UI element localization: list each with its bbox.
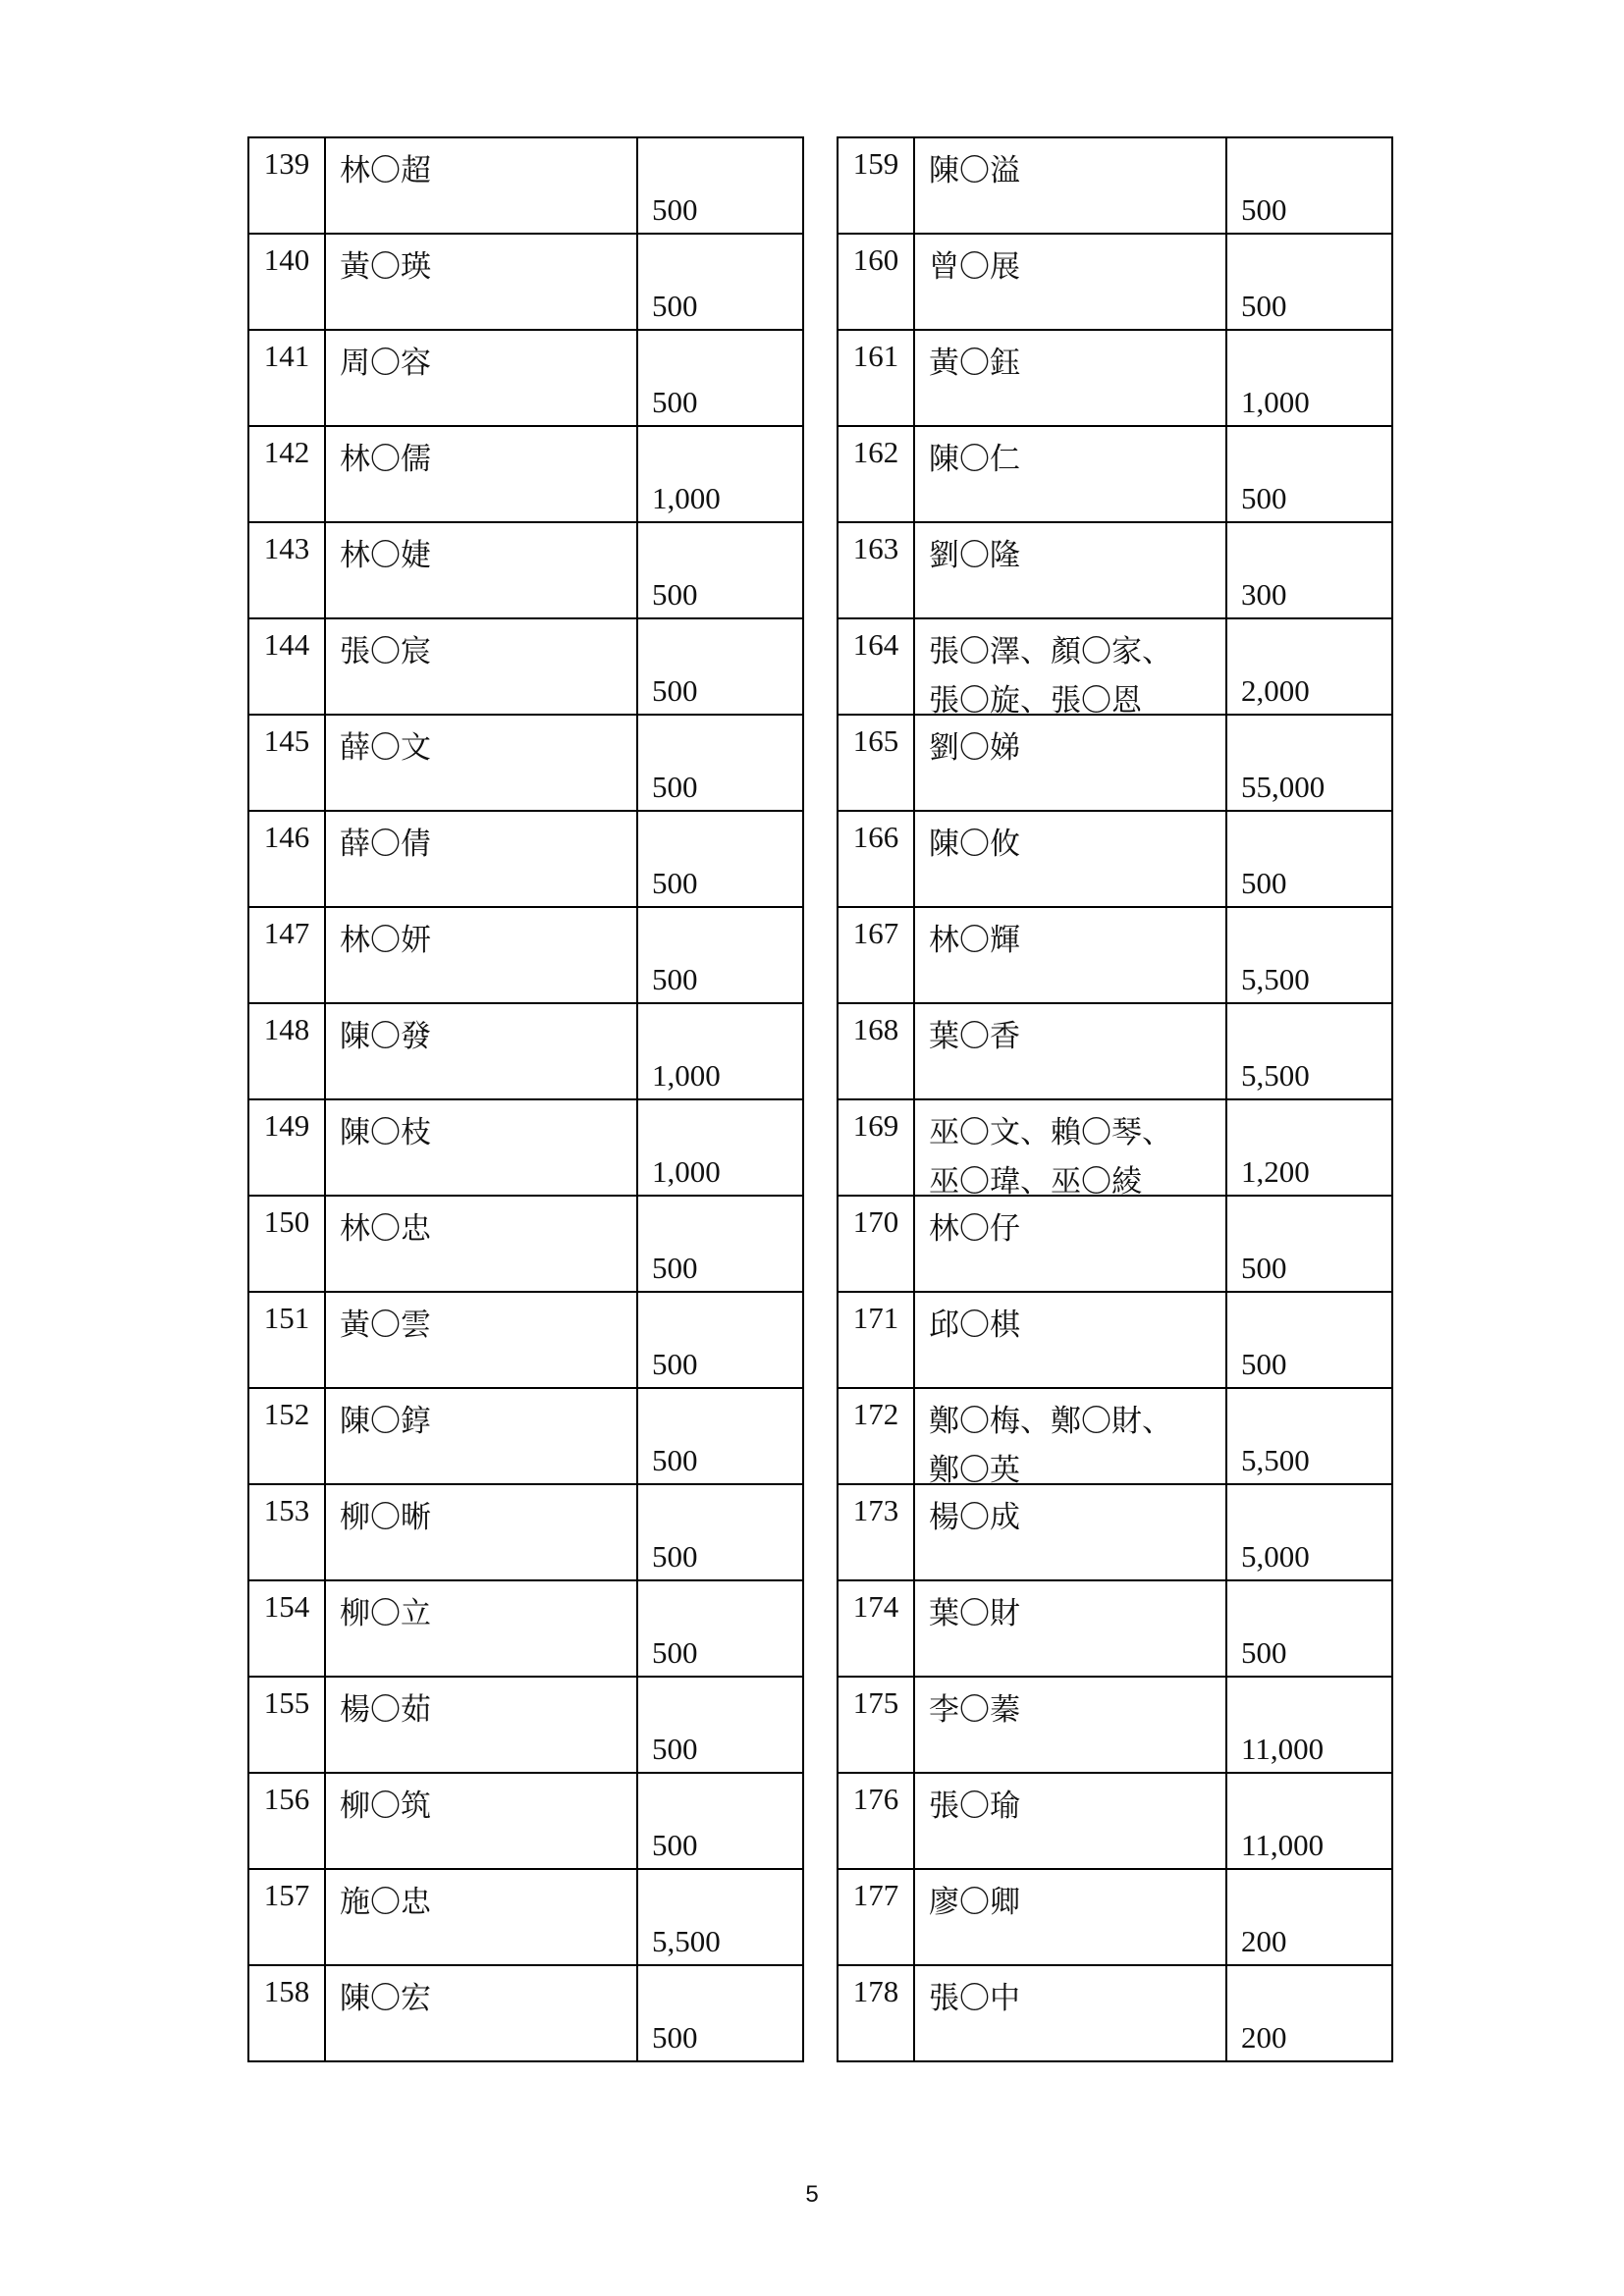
table-row	[248, 1869, 803, 1965]
row-number-cell	[248, 1869, 325, 1965]
row-number: 153	[263, 1493, 310, 1527]
table-row	[838, 1099, 1392, 1196]
donor-name: 林〇輝	[929, 923, 1020, 958]
table-row	[838, 811, 1392, 907]
donor-name: 陳〇攸	[929, 827, 1020, 862]
donation-amount: 2,000	[1241, 673, 1310, 708]
donation-amount: 500	[652, 1539, 698, 1574]
donation-amount-cell	[1226, 1965, 1392, 2061]
donor-name-cell	[325, 618, 637, 715]
donation-amount-cell	[637, 1292, 803, 1388]
row-number: 163	[852, 531, 899, 565]
donation-amount-cell	[1226, 618, 1392, 715]
row-number: 164	[852, 627, 899, 662]
donation-amount: 500	[652, 770, 698, 804]
donor-name-cell	[325, 234, 637, 330]
donor-name: 林〇儒	[340, 442, 431, 477]
donation-amount: 500	[1241, 481, 1287, 515]
row-number: 174	[852, 1589, 899, 1624]
donor-name-cell	[914, 715, 1226, 811]
table-row	[248, 618, 803, 715]
donation-amount: 500	[1241, 289, 1287, 323]
row-number: 157	[263, 1878, 310, 1912]
row-number-cell	[838, 1196, 914, 1292]
donor-name: 張〇瑜	[929, 1789, 1020, 1824]
row-number-cell	[838, 137, 914, 234]
donor-name: 施〇忠	[340, 1885, 431, 1920]
donor-name: 廖〇卿	[929, 1885, 1020, 1920]
donor-name-cell	[914, 330, 1226, 426]
donation-amount-cell	[1226, 1292, 1392, 1388]
donor-name: 薛〇文	[340, 730, 431, 766]
donor-name: 林〇仔	[929, 1211, 1020, 1247]
donor-name-cell	[914, 1003, 1226, 1099]
donation-amount-cell	[637, 137, 803, 234]
donation-amount-cell	[1226, 1869, 1392, 1965]
donation-amount-cell	[637, 522, 803, 618]
donation-amount-cell	[637, 1099, 803, 1196]
row-number: 176	[852, 1782, 899, 1816]
donor-name: 陳〇錞	[340, 1404, 431, 1439]
table-row	[838, 522, 1392, 618]
donation-amount: 500	[1241, 1635, 1287, 1670]
donation-amount-cell	[1226, 330, 1392, 426]
donor-name-cell	[325, 1773, 637, 1869]
donor-table-right-body	[838, 137, 1392, 2061]
table-row	[838, 1869, 1392, 1965]
donation-amount-cell	[1226, 426, 1392, 522]
donor-name-cell	[325, 1003, 637, 1099]
donor-name: 黃〇瑛	[340, 249, 431, 285]
donor-name: 張〇中	[929, 1981, 1020, 2016]
row-number-cell	[838, 1003, 914, 1099]
donor-name-cell	[914, 137, 1226, 234]
donor-name: 林〇忠	[340, 1211, 431, 1247]
donor-name: 巫〇文、賴〇琴、 巫〇瑋、巫〇綾	[929, 1115, 1172, 1200]
donation-amount: 5,500	[652, 1924, 721, 1958]
row-number-cell	[838, 1677, 914, 1773]
donation-amount: 300	[1241, 577, 1287, 612]
row-number: 148	[263, 1012, 310, 1046]
table-row	[838, 426, 1392, 522]
donation-amount-cell	[637, 618, 803, 715]
row-number: 139	[263, 146, 310, 181]
row-number-cell	[248, 1580, 325, 1677]
row-number-cell	[838, 1965, 914, 2061]
donation-amount-cell	[637, 1869, 803, 1965]
donation-amount-cell	[1226, 234, 1392, 330]
donor-name-cell	[914, 1773, 1226, 1869]
donation-amount-cell	[1226, 907, 1392, 1003]
donor-name-cell	[914, 1869, 1226, 1965]
table-row	[248, 426, 803, 522]
donation-amount: 200	[1241, 2020, 1287, 2055]
row-number-cell	[248, 1388, 325, 1484]
row-number-cell	[248, 234, 325, 330]
row-number-cell	[248, 1196, 325, 1292]
row-number: 175	[852, 1685, 899, 1720]
donation-amount: 500	[1241, 1347, 1287, 1381]
donation-amount: 5,500	[1241, 1443, 1310, 1477]
donor-name-cell	[914, 522, 1226, 618]
row-number: 140	[263, 242, 310, 277]
row-number: 154	[263, 1589, 310, 1624]
row-number: 150	[263, 1204, 310, 1239]
row-number-cell	[248, 715, 325, 811]
donation-amount: 500	[652, 962, 698, 996]
donation-amount: 1,000	[1241, 385, 1310, 419]
donor-name: 劉〇娣	[929, 730, 1020, 766]
donation-amount-cell	[637, 426, 803, 522]
table-row	[838, 1677, 1392, 1773]
row-number-cell	[838, 1484, 914, 1580]
table-row	[838, 1965, 1392, 2061]
row-number: 156	[263, 1782, 310, 1816]
donor-name: 鄭〇梅、鄭〇財、 鄭〇英	[929, 1404, 1172, 1488]
row-number: 177	[852, 1878, 899, 1912]
donation-amount-cell	[1226, 811, 1392, 907]
row-number: 145	[263, 723, 310, 758]
row-number-cell	[838, 907, 914, 1003]
donor-name-cell	[325, 1388, 637, 1484]
row-number: 142	[263, 435, 310, 469]
donor-name-cell	[325, 1677, 637, 1773]
donation-amount: 5,500	[1241, 962, 1310, 996]
donor-name-cell	[325, 330, 637, 426]
donor-table-left	[247, 136, 804, 2062]
donor-name-cell	[325, 1580, 637, 1677]
donor-name: 張〇宸	[340, 634, 431, 669]
donor-name: 林〇妍	[340, 923, 431, 958]
table-row	[248, 1292, 803, 1388]
donation-amount-cell	[637, 1003, 803, 1099]
row-number: 172	[852, 1397, 899, 1431]
table-row	[838, 330, 1392, 426]
donation-amount-cell	[637, 811, 803, 907]
donor-name-cell	[914, 907, 1226, 1003]
row-number-cell	[248, 618, 325, 715]
table-row	[838, 618, 1392, 715]
donor-name: 邱〇棋	[929, 1308, 1020, 1343]
donation-amount: 500	[652, 577, 698, 612]
donor-name: 曾〇展	[929, 249, 1020, 285]
donation-amount-cell	[637, 1196, 803, 1292]
donor-name: 黃〇鈺	[929, 346, 1020, 381]
donation-amount-cell	[637, 1580, 803, 1677]
donation-amount: 500	[652, 1347, 698, 1381]
row-number: 169	[852, 1108, 899, 1143]
table-row	[248, 715, 803, 811]
donor-name-cell	[914, 426, 1226, 522]
row-number: 158	[263, 1974, 310, 2008]
donor-name: 陳〇枝	[340, 1115, 431, 1150]
donation-amount-cell	[637, 1484, 803, 1580]
donor-name: 葉〇香	[929, 1019, 1020, 1054]
row-number: 168	[852, 1012, 899, 1046]
row-number: 171	[852, 1301, 899, 1335]
row-number-cell	[838, 1580, 914, 1677]
donor-name: 陳〇仁	[929, 442, 1020, 477]
row-number-cell	[248, 1677, 325, 1773]
row-number: 147	[263, 916, 310, 950]
table-row	[248, 1773, 803, 1869]
donor-name: 劉〇隆	[929, 538, 1020, 573]
row-number: 155	[263, 1685, 310, 1720]
row-number-cell	[838, 522, 914, 618]
table-row	[838, 137, 1392, 234]
row-number-cell	[248, 1292, 325, 1388]
row-number-cell	[838, 1869, 914, 1965]
donor-name-cell	[325, 1292, 637, 1388]
donor-name-cell	[325, 426, 637, 522]
row-number: 146	[263, 820, 310, 854]
donation-amount-cell	[637, 907, 803, 1003]
donor-name-cell	[325, 1965, 637, 2061]
row-number-cell	[838, 811, 914, 907]
table-row	[838, 1484, 1392, 1580]
donor-table-left-body	[248, 137, 803, 2061]
donor-name-cell	[325, 1484, 637, 1580]
donor-name: 陳〇發	[340, 1019, 431, 1054]
row-number: 160	[852, 242, 899, 277]
donor-name: 周〇容	[340, 346, 431, 381]
table-row	[248, 1484, 803, 1580]
donor-name-cell	[914, 1292, 1226, 1388]
donation-amount: 500	[652, 1443, 698, 1477]
donation-amount: 5,500	[1241, 1058, 1310, 1093]
donation-amount-cell	[1226, 1484, 1392, 1580]
table-row	[838, 907, 1392, 1003]
donation-amount: 11,000	[1241, 1828, 1325, 1862]
row-number-cell	[838, 1388, 914, 1484]
table-row	[248, 1965, 803, 2061]
donation-amount: 500	[652, 1635, 698, 1670]
donor-name: 林〇超	[340, 153, 431, 188]
row-number: 151	[263, 1301, 310, 1335]
donation-amount: 500	[652, 289, 698, 323]
donor-name-cell	[325, 1196, 637, 1292]
donor-name: 楊〇茹	[340, 1692, 431, 1728]
donation-amount-cell	[1226, 522, 1392, 618]
donor-name: 陳〇宏	[340, 1981, 431, 2016]
donor-name-cell	[914, 1580, 1226, 1677]
table-row	[248, 1099, 803, 1196]
row-number: 144	[263, 627, 310, 662]
table-row	[248, 330, 803, 426]
donation-amount: 500	[652, 1732, 698, 1766]
donation-amount: 500	[652, 1251, 698, 1285]
donation-amount-cell	[1226, 715, 1392, 811]
donation-amount-cell	[1226, 1773, 1392, 1869]
donation-amount-cell	[1226, 1388, 1392, 1484]
row-number-cell	[838, 1099, 914, 1196]
table-row	[248, 811, 803, 907]
table-row	[248, 1580, 803, 1677]
donor-name: 張〇澤、顏〇家、 張〇旋、張〇恩	[929, 634, 1172, 719]
table-row	[838, 715, 1392, 811]
table-row	[248, 1388, 803, 1484]
table-row	[248, 907, 803, 1003]
donor-name-cell	[914, 618, 1226, 719]
row-number-cell	[838, 330, 914, 426]
table-row	[248, 1196, 803, 1292]
page-number: 5	[805, 2181, 819, 2208]
table-row	[838, 1773, 1392, 1869]
donor-name-cell	[914, 1677, 1226, 1773]
table-row	[838, 1388, 1392, 1484]
row-number-cell	[248, 137, 325, 234]
table-row	[248, 1677, 803, 1773]
donor-name: 陳〇溢	[929, 153, 1020, 188]
donation-amount-cell	[637, 1677, 803, 1773]
row-number: 173	[852, 1493, 899, 1527]
row-number: 161	[852, 339, 899, 373]
row-number-cell	[248, 522, 325, 618]
donor-name-cell	[325, 1099, 637, 1196]
table-row	[838, 1196, 1392, 1292]
donation-amount-cell	[637, 1965, 803, 2061]
donation-amount: 500	[652, 673, 698, 708]
donation-amount-cell	[1226, 1677, 1392, 1773]
row-number-cell	[248, 1099, 325, 1196]
donation-amount: 1,000	[652, 481, 721, 515]
donor-name-cell	[325, 522, 637, 618]
row-number-cell	[248, 330, 325, 426]
row-number: 166	[852, 820, 899, 854]
row-number-cell	[838, 1773, 914, 1869]
donor-table-right	[837, 136, 1393, 2062]
row-number: 170	[852, 1204, 899, 1239]
row-number: 167	[852, 916, 899, 950]
donation-amount: 1,000	[652, 1058, 721, 1093]
donation-amount: 500	[652, 866, 698, 900]
donor-name-cell	[325, 907, 637, 1003]
donation-amount: 1,000	[652, 1154, 721, 1189]
donation-amount: 5,000	[1241, 1539, 1310, 1574]
donation-amount: 500	[1241, 866, 1287, 900]
donation-amount: 1,200	[1241, 1154, 1310, 1189]
donation-amount: 500	[1241, 1251, 1287, 1285]
row-number-cell	[248, 1003, 325, 1099]
row-number: 141	[263, 339, 310, 373]
table-row	[838, 234, 1392, 330]
table-row	[248, 522, 803, 618]
donation-amount-cell	[637, 1388, 803, 1484]
row-number: 143	[263, 531, 310, 565]
donor-name-cell	[325, 715, 637, 811]
table-row	[248, 234, 803, 330]
donor-name-cell	[325, 1869, 637, 1965]
donation-amount: 500	[652, 2020, 698, 2055]
row-number-cell	[838, 618, 914, 715]
donation-amount: 500	[652, 1828, 698, 1862]
row-number-cell	[248, 811, 325, 907]
donor-name-cell	[914, 1484, 1226, 1580]
row-number-cell	[248, 1484, 325, 1580]
donation-amount: 500	[1241, 192, 1287, 227]
donation-amount-cell	[1226, 1003, 1392, 1099]
row-number-cell	[248, 907, 325, 1003]
table-row	[838, 1292, 1392, 1388]
donation-amount: 500	[652, 192, 698, 227]
donor-name-cell	[914, 234, 1226, 330]
row-number: 162	[852, 435, 899, 469]
donor-name-cell	[914, 1196, 1226, 1292]
donor-name: 柳〇晰	[340, 1500, 431, 1535]
donation-amount-cell	[1226, 1196, 1392, 1292]
donation-amount-cell	[637, 715, 803, 811]
donation-amount-cell	[1226, 1099, 1392, 1196]
row-number: 149	[263, 1108, 310, 1143]
donor-name: 林〇婕	[340, 538, 431, 573]
row-number-cell	[838, 426, 914, 522]
table-row	[838, 1580, 1392, 1677]
donor-name-cell	[914, 1099, 1226, 1200]
donation-amount: 11,000	[1241, 1732, 1325, 1766]
row-number: 152	[263, 1397, 310, 1431]
donation-amount-cell	[1226, 1580, 1392, 1677]
table-row	[838, 1003, 1392, 1099]
table-row	[248, 137, 803, 234]
row-number-cell	[838, 715, 914, 811]
donor-name-cell	[914, 1965, 1226, 2061]
donation-amount: 55,000	[1241, 770, 1326, 804]
donor-name-cell	[914, 811, 1226, 907]
donor-name: 李〇蓁	[929, 1692, 1020, 1728]
donor-name-cell	[325, 811, 637, 907]
donation-amount: 500	[652, 385, 698, 419]
row-number: 178	[852, 1974, 899, 2008]
donor-name-cell	[914, 1388, 1226, 1488]
donor-name: 柳〇筑	[340, 1789, 431, 1824]
donation-amount-cell	[637, 330, 803, 426]
row-number-cell	[838, 234, 914, 330]
donor-name-cell	[325, 137, 637, 234]
row-number-cell	[248, 426, 325, 522]
donation-amount: 200	[1241, 1924, 1287, 1958]
donor-name: 柳〇立	[340, 1596, 431, 1631]
donation-amount-cell	[637, 234, 803, 330]
donor-name: 黃〇雲	[340, 1308, 431, 1343]
row-number-cell	[248, 1965, 325, 2061]
donor-name: 葉〇財	[929, 1596, 1020, 1631]
donor-name: 楊〇成	[929, 1500, 1020, 1535]
donation-amount-cell	[637, 1773, 803, 1869]
row-number: 159	[852, 146, 899, 181]
row-number: 165	[852, 723, 899, 758]
row-number-cell	[838, 1292, 914, 1388]
row-number-cell	[248, 1773, 325, 1869]
table-row	[248, 1003, 803, 1099]
donation-amount-cell	[1226, 137, 1392, 234]
donor-name: 薛〇倩	[340, 827, 431, 862]
